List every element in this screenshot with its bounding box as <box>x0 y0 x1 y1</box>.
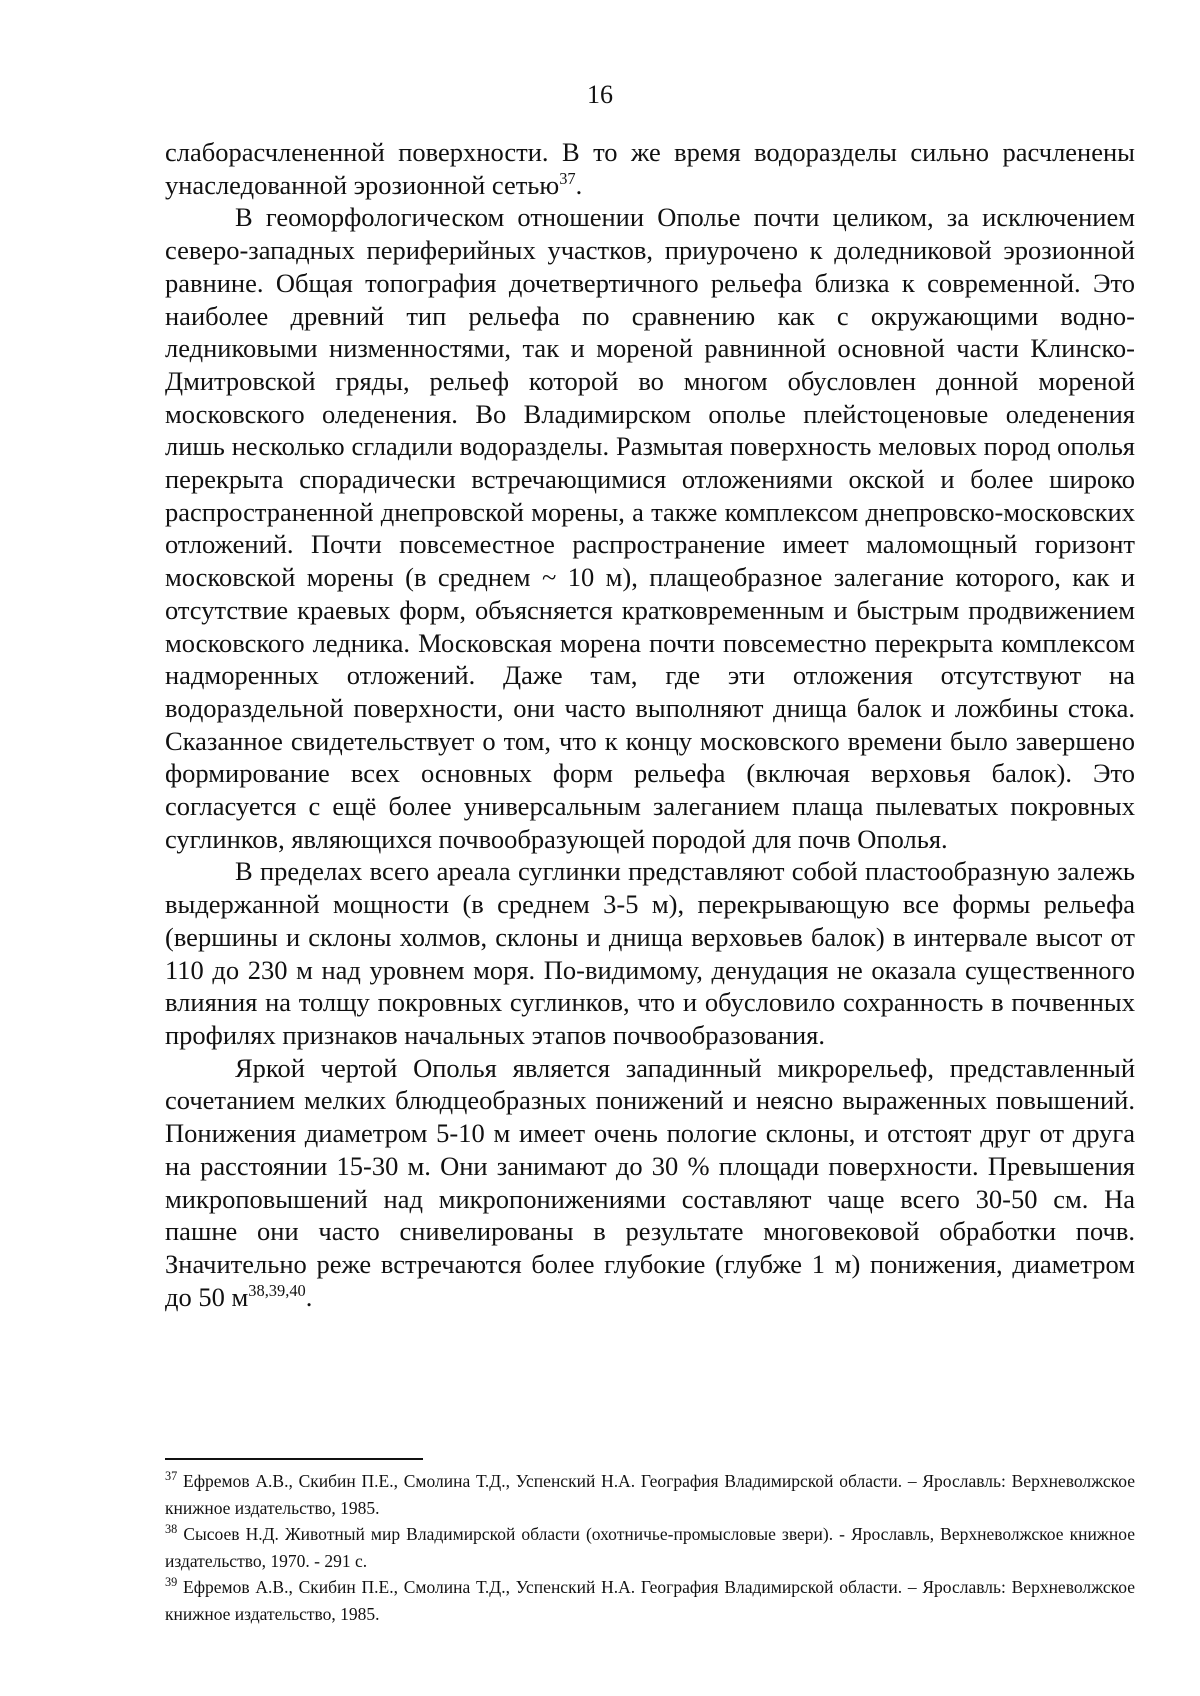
paragraph-1-tail: . <box>575 169 583 200</box>
paragraph-1-text: слаборасчлененной поверхности. В то же время водоразделы сильно расчленены унаследованной эрозионной сетью <box>165 137 1135 200</box>
footnote-text: Ефремов А.В., Скибин П.Е., Смолина Т.Д., Успенский Н.А. География Владимирской области. – Ярославль: Верхневолжское книжное издательство, 1985. <box>165 1577 1135 1624</box>
paragraph-4-text: Яркой чертой Ополья является западинный микрорельеф, представленный сочетанием мелких блюдцеобразных понижений и неясно выраженных повышений. Понижения диаметром 5-10 м имеет очень пологие склоны, и отстоят друг от друга на расстоянии 15-30 м. Они занимают до 30 % площади поверхности. Превышения микроповышений над микропонижениями составляют чаще всего 30-50 см. На пашне они часто снивелированы в результате многовековой обработки почв. Значительно реже встречаются более глубокие (глубже 1 м) понижения, диаметром до 50 м <box>165 1052 1135 1312</box>
footnote-37 <box>165 1468 1135 1521</box>
footnotes <box>165 1468 1135 1627</box>
footnote-divider <box>165 1458 423 1460</box>
footnote-39 <box>165 1574 1135 1627</box>
paragraph-2: В геоморфологическом отношении Ополье почти целиком, за исключением северо-западных периферийных участков, приурочено к доледниковой эрозионной равнине. Общая топография дочетвертичного рельефа близка к современной. Это наиболее древний тип рельефа по сравнению как с окружающими водно-ледниковыми низменностями, так и мореной равнинной основной части Клинско-Дмитровской гряды, рельеф которой во многом обусловлен донной мореной московского оледенения. Во Владимирском ополье плейстоценовые оледенения лишь несколько сгладили водоразделы. Размытая поверхность меловых пород ополья перекрыта спорадически встречающимися отложениями окской и более широко распространенной днепровской морены, а также комплексом днепровско-московских отложений. Почти повсеместное распространение имеет маломощный горизонт московской морены (в среднем ~ 10 м), плащеобразное залегание которого, как и отсутствие краевых форм, объясняется кратковременным и быстрым продвижением московского ледника. Московская морена почти повсеместно перекрыта комплексом надморенных отложений. Даже там, где эти отложения отсутствуют на водораздельной поверхности, они часто выполняют днища балок и ложбины стока. Сказанное свидетельствует о том, что к концу московского времени было завершено формирование всех основных форм рельефа (включая верховья балок). Это согласуется с ещё более универсальным залеганием плаща пылеватых покровных суглинков, являющихся почвообразующей породой для почв Ополья. <box>165 202 1135 854</box>
footnote-number: 37 <box>165 1469 178 1484</box>
footnote-text: Сысоев Н.Д. Животный мир Владимирской области (охотничье-промысловые звери). - Ярославль, Верхневолжское книжное издательство, 1970. - 291 с. <box>165 1524 1135 1571</box>
paragraph-4-tail: . <box>305 1281 313 1312</box>
footnote-text: Ефремов А.В., Скибин П.Е., Смолина Т.Д., Успенский Н.А. География Владимирской области. – Ярославль: Верхневолжское книжное издательство, 1985. <box>165 1471 1135 1518</box>
footnote-ref-38-39-40[interactable]: 38,39,40 <box>248 1280 306 1300</box>
page-number: 16 <box>587 80 613 109</box>
footnote-ref-37[interactable]: 37 <box>559 168 576 188</box>
paragraph-1 <box>165 136 1135 201</box>
footnote-38 <box>165 1521 1135 1574</box>
paragraph-4 <box>165 1052 1135 1314</box>
footnote-number: 39 <box>165 1575 178 1590</box>
footnote-number: 38 <box>165 1522 178 1537</box>
main-text <box>165 136 1135 1313</box>
paragraph-3: В пределах всего ареала суглинки представляют собой пластообразную залежь выдержанной мощности (в среднем 3-5 м), перекрывающую все формы рельефа (вершины и склоны холмов, склоны и днища верховьев балок) в интервале высот от 110 до 230 м над уровнем моря. По-видимому, денудация не оказала существенного влияния на толщу покровных суглинков, что и обусловило сохранность в почвенных профилях признаков начальных этапов почвообразования. <box>165 856 1135 1050</box>
